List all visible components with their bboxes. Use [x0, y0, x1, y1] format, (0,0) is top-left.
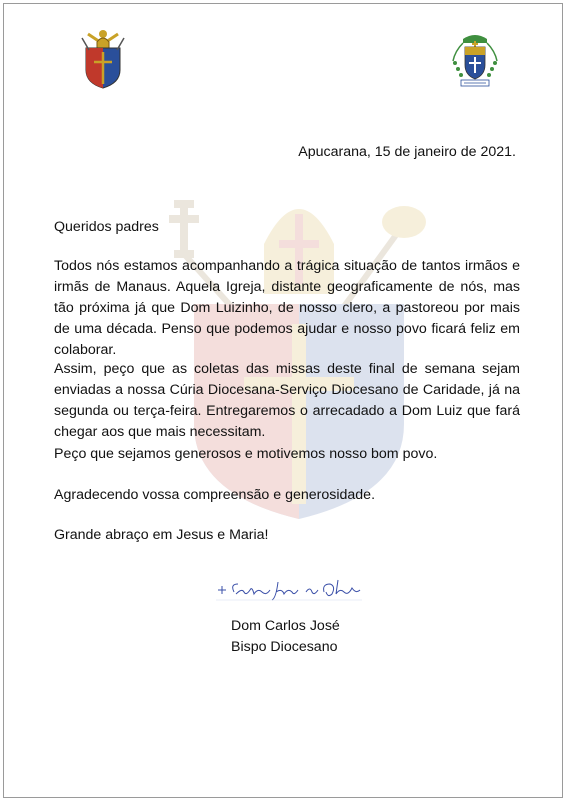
letter-greeting: Queridos padres	[54, 219, 159, 235]
letter-paragraph: Assim, peço que as coletas das missas deste final de semana sejam enviadas a nossa Cúria Diocesana-Serviço Diocesano de Caridade, já na segunda ou terça-feira. Entregaremos o arrecadado a Dom Luiz que fará chegar aos que mais necessitam.	[54, 361, 520, 440]
signer-block	[231, 616, 340, 658]
signer-name: Dom Carlos José	[231, 618, 340, 634]
letter-page	[3, 3, 563, 798]
letter-paragraph: Agradecendo vossa compreensão e generosidade.	[54, 487, 376, 503]
letter-paragraph: Todos nós estamos acompanhando a trágica situação de tantos irmãos e irmãs de Manaus. Aquela Igreja, distante geograficamente de nós, mas tão próxima já que Dom Luizinho, de nosso clero, a pastoreou por mais de uma década. Penso que podemos ajudar e nosso povo ficará feliz em colaborar.	[54, 258, 520, 358]
bishop-coat-of-arms-icon	[451, 31, 499, 89]
diocese-coat-of-arms-icon	[80, 28, 126, 90]
letter-paragraph: Grande abraço em Jesus e Maria!	[54, 527, 269, 543]
letter-date: Apucarana, 15 de janeiro de 2021.	[298, 144, 516, 160]
signer-title: Bispo Diocesano	[231, 639, 338, 655]
handwritten-signature	[214, 572, 364, 606]
letter-paragraph: Peço que sejamos generosos e motivemos nosso bom povo.	[54, 446, 438, 462]
